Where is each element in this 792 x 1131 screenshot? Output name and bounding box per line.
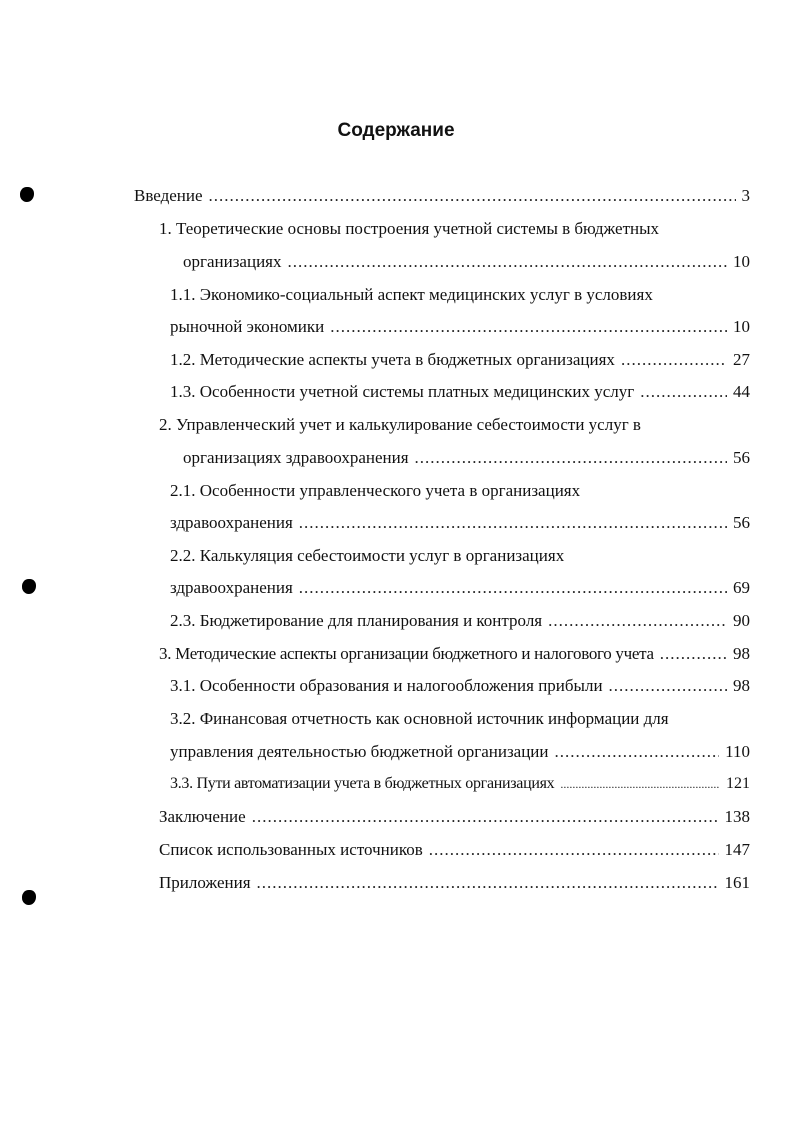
page-number: 121 — [726, 775, 750, 792]
page-number: 98 — [733, 676, 750, 695]
page-number: 161 — [724, 873, 750, 892]
toc-entry-references: Список использованных источников ..... 147 — [159, 839, 750, 861]
page-number: 138 — [724, 807, 750, 826]
toc-entry-s32: 3.2. Финансовая отчетность как основной источник информации для — [170, 709, 669, 728]
toc-entry-s23: 2.3. Бюджетирование для планирования и контроля ..... 90 — [170, 610, 750, 632]
page-number: 56 — [733, 513, 750, 532]
binding-hole-mark — [22, 890, 36, 905]
page-number: 44 — [733, 382, 750, 401]
toc-entry-ch3: 3. Методические аспекты организации бюджетного и налогового учета ..... 98 — [159, 643, 750, 665]
toc-entry-s31: 3.1. Особенности образования и налогообложения прибыли ..... 98 — [170, 675, 750, 697]
page-number: 98 — [733, 644, 750, 663]
toc-entry-s21-cont: здравоохранения ..... 56 — [170, 512, 750, 534]
toc-entry-ch2: 2. Управленческий учет и калькулирование себестоимости услуг в — [159, 415, 641, 434]
toc-entry-ch1: 1. Теоретические основы построения учетной системы в бюджетных — [159, 219, 660, 238]
toc-entry-s13: 1.3. Особенности учетной системы платных медицинских услуг ..... 44 — [170, 381, 750, 403]
page-number: 27 — [733, 350, 750, 369]
toc-entry-conclusion: Заключение ..... 138 — [159, 806, 750, 828]
page-number: 3 — [741, 186, 750, 205]
toc-entry-ch2-cont: организациях здравоохранения ..... 56 — [183, 447, 750, 469]
toc-entry-appendices: Приложения ..... 161 — [159, 872, 750, 894]
toc-entry-ch1-cont: организациях ..... 10 — [183, 251, 750, 273]
page-number: 10 — [733, 317, 750, 336]
page-number: 10 — [733, 252, 750, 271]
toc-entry-s21: 2.1. Особенности управленческого учета в организациях — [170, 481, 581, 500]
toc-entry-s22-cont: здравоохранения ..... 69 — [170, 577, 750, 599]
toc-entry-s32-cont: управления деятельностью бюджетной организации ..... 110 — [170, 741, 750, 763]
toc-entry-s33: 3.3. Пути автоматизации учета в бюджетных организациях ..... 121 — [170, 773, 750, 795]
toc-entry-s22: 2.2. Калькуляция себестоимости услуг в организациях — [170, 546, 565, 565]
binding-hole-mark — [22, 579, 36, 594]
page-number: 147 — [724, 840, 750, 859]
toc-entry-s11-cont: рыночной экономики ..... 10 — [170, 316, 750, 338]
page-number: 90 — [733, 611, 750, 630]
page-number: 56 — [733, 448, 750, 467]
page-number: 110 — [725, 742, 750, 761]
toc-entry-intro: Введение ..... 3 — [134, 185, 750, 207]
binding-hole-mark — [20, 187, 34, 202]
toc-entry-s11: 1.1. Экономико-социальный аспект медицинских услуг в условиях — [170, 285, 653, 304]
page-number: 69 — [733, 578, 750, 597]
toc-entry-s12: 1.2. Методические аспекты учета в бюджетных организациях ..... 27 — [170, 349, 750, 371]
page-title: Содержание — [337, 120, 455, 141]
